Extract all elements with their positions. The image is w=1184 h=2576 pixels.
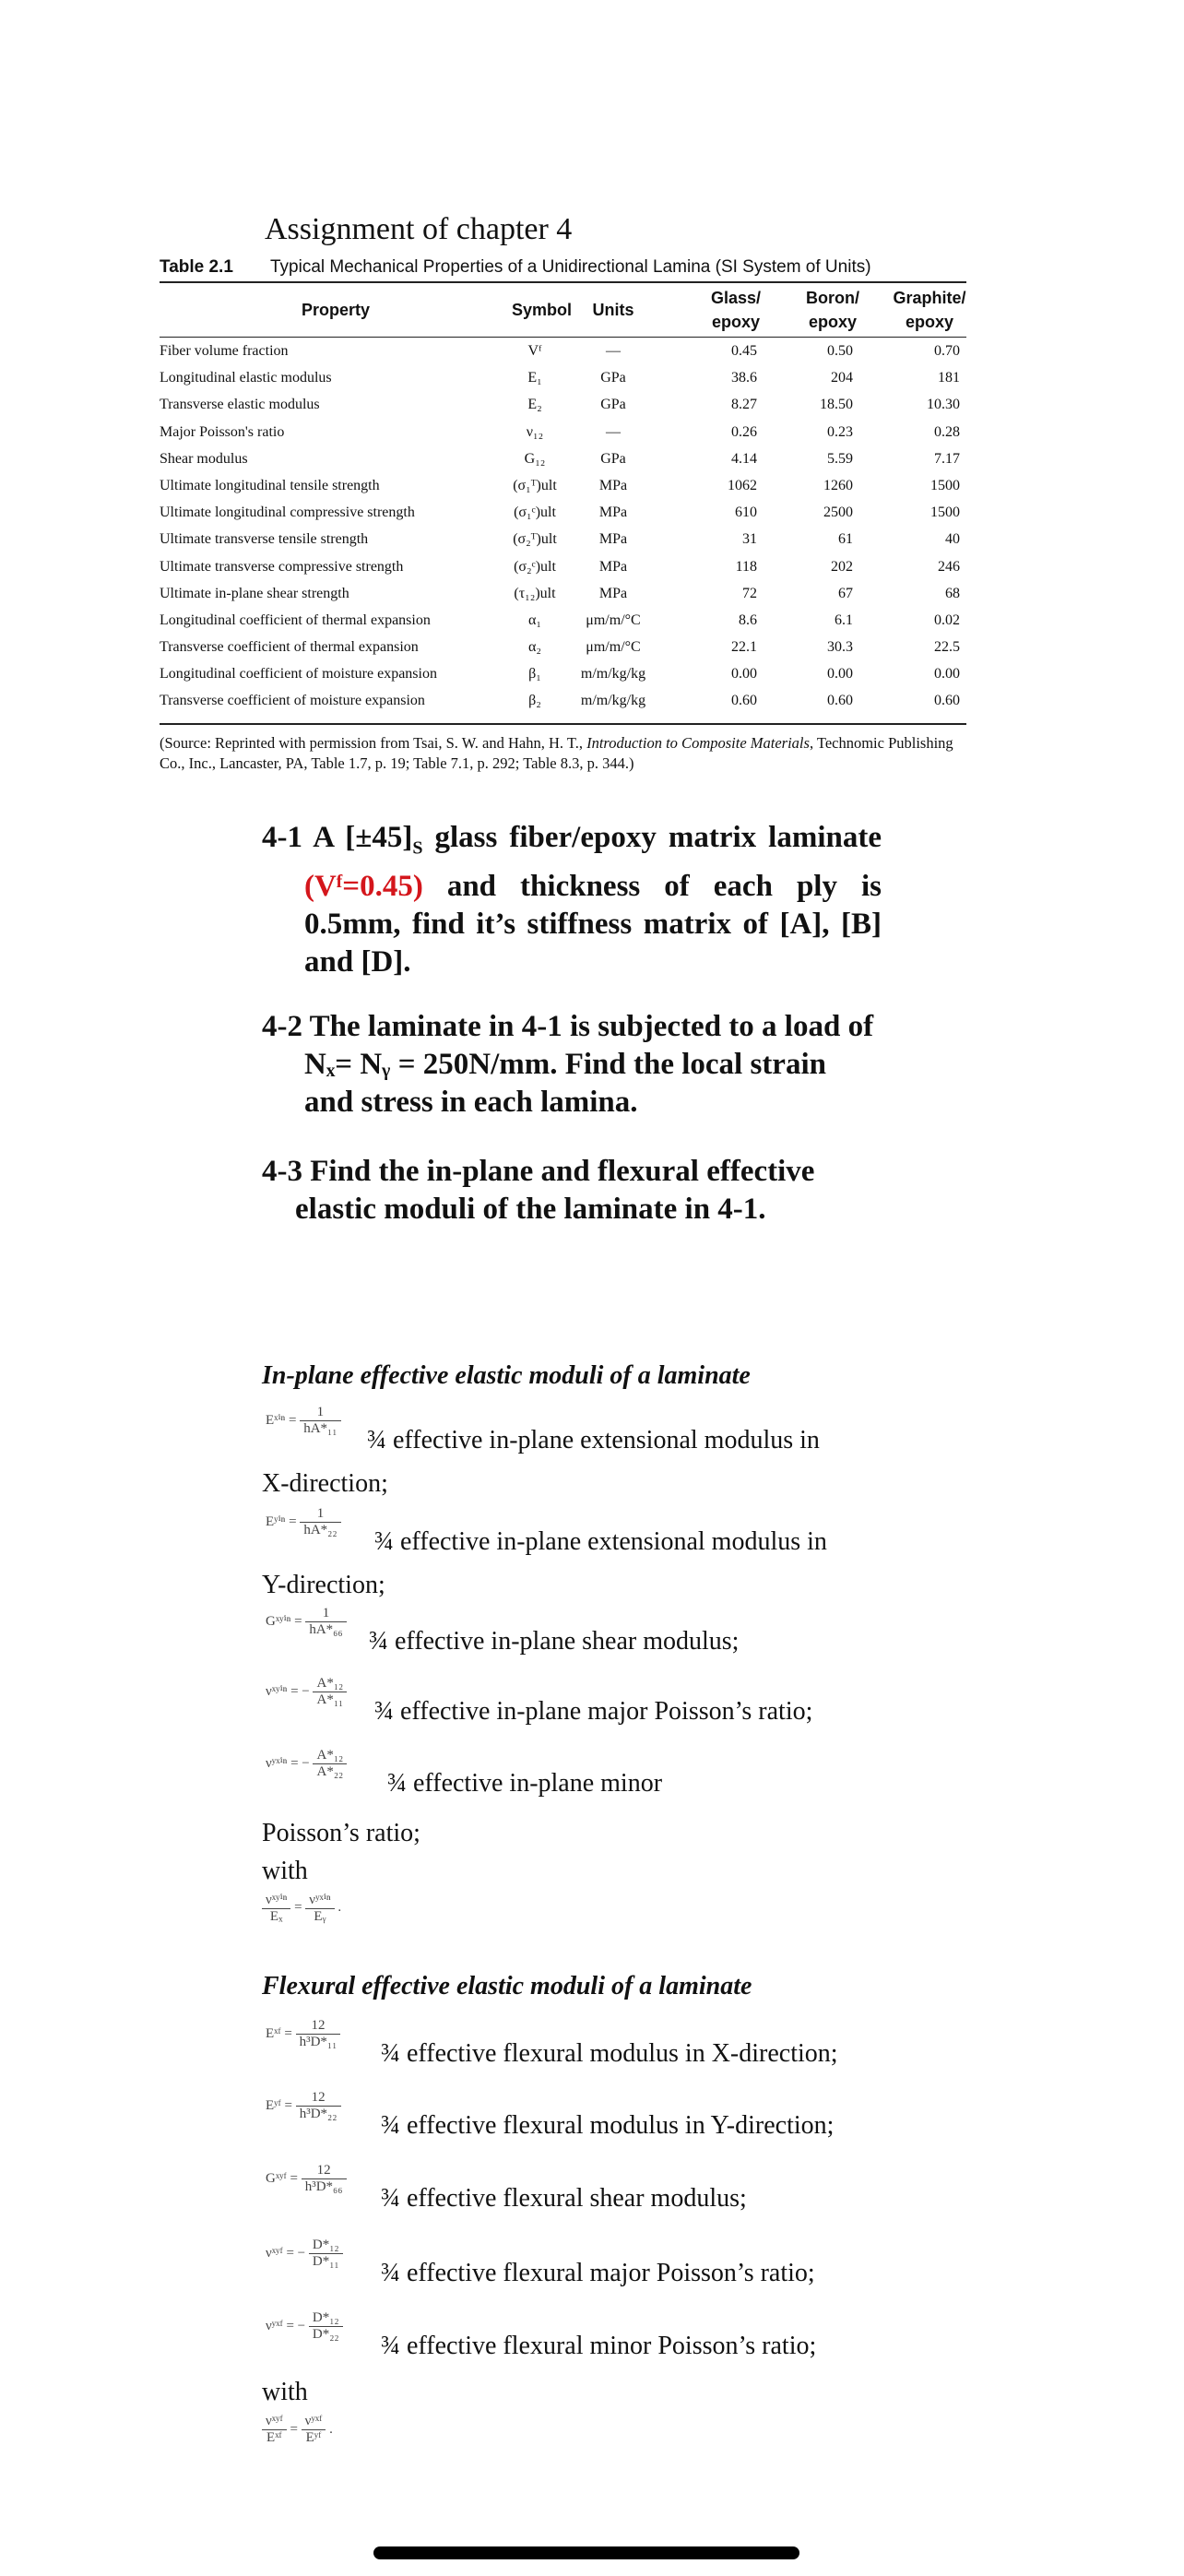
cell-glass: 31 <box>742 531 757 548</box>
cell-units: GPa <box>600 397 626 413</box>
table-number: Table 2.1 <box>160 257 233 277</box>
cell-boron: 18.50 <box>820 397 853 413</box>
cell-graphite: 68 <box>945 585 960 601</box>
inplane-description-cont: Poisson’s ratio; <box>262 1819 420 1847</box>
formula-lhs: Gˣʸⁱⁿ = <box>266 1613 302 1629</box>
properties-table <box>160 283 966 714</box>
denominator: hA*₁₁ <box>303 1421 337 1436</box>
inplane-formula <box>266 1676 347 1708</box>
cell-property: Ultimate in-plane shear strength <box>160 585 349 601</box>
flexural-formula <box>266 2018 340 2050</box>
page-title: Assignment of chapter 4 <box>265 212 573 246</box>
cell-boron: 0.50 <box>827 343 853 359</box>
cell-glass: 610 <box>735 505 757 521</box>
cell-glass: 0.60 <box>731 693 757 709</box>
fiber-volume-highlight: (Vᶠ=0.45) <box>304 869 423 903</box>
numerator: 1 <box>300 1506 340 1523</box>
cell-glass: 118 <box>735 558 757 575</box>
cell-graphite: 0.60 <box>934 693 960 709</box>
formula-lhs: Eˣᶠ = <box>266 2025 292 2041</box>
inplane-description-cont: X-direction; <box>262 1469 388 1498</box>
table-row <box>160 502 966 528</box>
table-row <box>160 556 966 583</box>
table-row <box>160 528 966 555</box>
table-row <box>160 421 966 448</box>
table-row <box>160 583 966 610</box>
cell-symbol: E₂ <box>527 397 542 413</box>
cell-units: MPa <box>598 505 628 521</box>
problem-4-1: 4-1 A $[\pm 45]_S$ glass fiber/epoxy matrix laminate (Vᶠ=0.45) and thickness of each ply is 0.5mm, find it’s stiffness matrix of [A], [B] and [D]. <box>262 821 882 979</box>
cell-boron: 0.00 <box>827 666 853 683</box>
formula-lhs: Eˣⁱⁿ = <box>266 1412 297 1428</box>
cell-graphite: 40 <box>945 531 960 548</box>
inplane-description: ¾ effective in-plane major Poisson’s ratio; <box>374 1697 813 1726</box>
formula-lhs: νˣʸᶠ = − <box>266 2245 306 2261</box>
cell-glass: 0.45 <box>731 343 757 359</box>
inplane-formula <box>266 1405 341 1437</box>
flexural-description: ¾ effective flexural modulus in X-direction; <box>381 2039 838 2068</box>
numerator: A*₁₂ <box>313 1748 347 1764</box>
table-header <box>160 283 966 337</box>
cell-property: Ultimate transverse tensile strength <box>160 531 369 548</box>
cell-graphite: 0.02 <box>934 611 960 628</box>
formula-fraction <box>296 2018 341 2050</box>
cell-glass: 8.27 <box>731 397 757 413</box>
cell-boron: 0.23 <box>827 423 853 440</box>
table-header-rule <box>160 337 966 338</box>
cell-property: Ultimate transverse compressive strength <box>160 558 404 575</box>
formula-fraction <box>309 2238 343 2270</box>
cell-glass: 1062 <box>728 477 757 493</box>
cell-symbol: (σ₂ᵀ)ult <box>513 531 557 548</box>
home-indicator[interactable] <box>373 2546 799 2559</box>
cell-boron: 204 <box>831 370 853 386</box>
cell-boron: 1260 <box>823 477 853 493</box>
cell-symbol: β₂ <box>528 693 541 709</box>
cell-glass: 4.14 <box>731 450 757 467</box>
inplane-with-relation: $\frac{\text{νˣʸⁱⁿ}}{\text{Eₓ}}$ = $\frac{\text{νʸˣⁱⁿ}}{\text{Eᵧ}}$ . <box>262 1891 341 1925</box>
cell-glass: 72 <box>742 585 757 601</box>
cell-symbol: E₁ <box>527 370 542 386</box>
cell-glass: 0.26 <box>731 423 757 440</box>
inplane-description: ¾ effective in-plane minor <box>387 1769 663 1798</box>
table-row <box>160 367 966 394</box>
inplane-heading: In-plane effective elastic moduli of a laminate <box>262 1361 751 1390</box>
cell-units: — <box>606 423 621 440</box>
formula-fraction <box>313 1676 347 1708</box>
cell-symbol: ν₁₂ <box>526 423 544 440</box>
cell-boron: 2500 <box>823 505 853 521</box>
cell-units: MPa <box>598 585 628 601</box>
formula-fraction <box>296 2090 341 2122</box>
cell-glass: 22.1 <box>731 639 757 656</box>
formula-lhs: νʸˣⁱⁿ = − <box>266 1755 310 1771</box>
cell-property: Transverse coefficient of thermal expansion <box>160 639 419 656</box>
table-row <box>160 394 966 421</box>
flexural-description: ¾ effective flexural major Poisson’s ratio; <box>381 2259 815 2287</box>
cell-property: Longitudinal coefficient of thermal expansion <box>160 611 431 628</box>
inplane-description: ¾ effective in-plane extensional modulus in <box>374 1527 827 1556</box>
cell-boron: 5.59 <box>827 450 853 467</box>
cell-graphite: 0.00 <box>934 666 960 683</box>
cell-symbol: α₂ <box>528 639 541 656</box>
cell-units: MPa <box>598 477 628 493</box>
inplane-formula <box>266 1748 347 1780</box>
header-boron: Boron/ epoxy <box>806 289 859 331</box>
flexural-description: ¾ effective flexural shear modulus; <box>381 2184 747 2213</box>
cell-units: m/m/kg/kg <box>580 666 646 683</box>
cell-graphite: 10.30 <box>927 397 960 413</box>
cell-boron: 30.3 <box>827 639 853 656</box>
cell-glass: 8.6 <box>739 611 757 628</box>
header-property: Property <box>301 301 371 319</box>
flexural-description: ¾ effective flexural modulus in Y-direction; <box>381 2111 835 2140</box>
formula-fraction <box>305 1606 346 1638</box>
cell-graphite: 246 <box>938 558 960 575</box>
table-row <box>160 690 966 717</box>
denominator: D*₁₁ <box>312 2254 339 2269</box>
cell-graphite: 181 <box>938 370 960 386</box>
table-caption-text: Typical Mechanical Properties of a Unidirectional Lamina (SI System of Units) <box>270 257 871 277</box>
cell-boron: 6.1 <box>835 611 853 628</box>
cell-property: Major Poisson's ratio <box>160 423 285 440</box>
table-bottom-rule <box>160 723 966 725</box>
cell-units: μm/m/°C <box>586 611 641 628</box>
table-caption <box>160 257 871 278</box>
formula-fraction <box>300 1405 340 1437</box>
cell-boron: 0.60 <box>827 693 853 709</box>
denominator: h³D*₂₂ <box>299 2107 337 2121</box>
cell-graphite: 7.17 <box>934 450 960 467</box>
table-row <box>160 610 966 636</box>
cell-symbol: β₁ <box>528 666 541 683</box>
cell-units: MPa <box>598 558 628 575</box>
inplane-description: ¾ effective in-plane shear modulus; <box>369 1627 740 1656</box>
cell-property: Fiber volume fraction <box>160 343 289 359</box>
formula-lhs: Gˣʸᶠ = <box>266 2170 298 2186</box>
cell-symbol: (σ₂ᶜ)ult <box>514 558 556 575</box>
flexural-with-relation: $\frac{\text{νˣʸᶠ}}{\text{Eˣᶠ}}$ = $\frac{\text{νʸˣᶠ}}{\text{Eʸᶠ}}$ . <box>262 2414 333 2446</box>
problem-4-2: 4-2 The laminate in 4-1 is subjected to a load of Nₓ= Nᵧ = 250N/mm. Find the local strain and stress in each lamina. <box>262 1010 874 1119</box>
numerator: 12 <box>296 2018 341 2035</box>
cell-property: Ultimate longitudinal compressive strength <box>160 505 415 521</box>
cell-units: MPa <box>598 531 628 548</box>
numerator: 1 <box>300 1405 340 1421</box>
cell-graphite: 22.5 <box>934 639 960 656</box>
cell-symbol: (σ₁ᵀ)ult <box>513 477 557 493</box>
cell-symbol: (σ₁ᶜ)ult <box>514 505 556 521</box>
cell-property: Longitudinal elastic modulus <box>160 370 332 386</box>
denominator: hA*₆₆ <box>309 1622 343 1637</box>
cell-graphite: 0.70 <box>934 343 960 359</box>
table-row <box>160 340 966 367</box>
cell-property: Longitudinal coefficient of moisture expansion <box>160 666 437 683</box>
cell-boron: 67 <box>838 585 853 601</box>
cell-property: Transverse elastic modulus <box>160 397 320 413</box>
flexural-with-label: with <box>262 2378 308 2406</box>
flexural-heading: Flexural effective elastic moduli of a laminate <box>262 1972 752 2000</box>
flexural-formula <box>266 2090 341 2122</box>
cell-units: GPa <box>600 370 626 386</box>
numerator: D*₁₂ <box>309 2238 343 2254</box>
cell-boron: 61 <box>838 531 853 548</box>
cell-graphite: 0.28 <box>934 423 960 440</box>
table-row <box>160 663 966 690</box>
cell-symbol: Vᶠ <box>527 343 542 359</box>
cell-units: m/m/kg/kg <box>580 693 646 709</box>
formula-fraction <box>313 1748 347 1780</box>
formula-lhs: Eʸⁱⁿ = <box>266 1514 297 1529</box>
table-body <box>160 340 966 718</box>
numerator: 12 <box>296 2090 341 2107</box>
table-row <box>160 448 966 475</box>
numerator: A*₁₂ <box>313 1676 347 1692</box>
inplane-formula <box>266 1606 347 1638</box>
numerator: 12 <box>302 2163 347 2179</box>
inplane-with-label: with <box>262 1857 308 1885</box>
cell-symbol: (τ₁₂)ult <box>514 585 556 601</box>
flexural-formula <box>266 2238 343 2270</box>
cell-symbol: α₁ <box>528 611 541 628</box>
formula-fraction <box>302 2163 347 2195</box>
denominator: A*₁₁ <box>316 1692 344 1707</box>
table-row <box>160 636 966 663</box>
table-row <box>160 475 966 502</box>
denominator: hA*₂₂ <box>303 1523 337 1537</box>
cell-property: Transverse coefficient of moisture expansion <box>160 693 425 709</box>
inplane-formula <box>266 1506 341 1538</box>
cell-symbol: G₁₂ <box>524 450 546 467</box>
cell-glass: 0.00 <box>731 666 757 683</box>
cell-boron: 202 <box>831 558 853 575</box>
denominator: h³D*₁₁ <box>299 2035 337 2049</box>
header-symbol: Symbol <box>512 301 573 319</box>
header-glass: Glass/ epoxy <box>710 289 762 331</box>
denominator: A*₂₂ <box>316 1764 344 1779</box>
flexural-description: ¾ effective flexural minor Poisson’s ratio; <box>381 2332 817 2360</box>
formula-fraction <box>300 1506 340 1538</box>
numerator: D*₁₂ <box>309 2310 343 2327</box>
table-source-note: (Source: Reprinted with permission from Tsai, S. W. and Hahn, H. T., Introduction to Composite Materials, Technomic Publishing Co., Inc., Lancaster, PA, Table 1.7, p. 19; Table 7.1, p. 292; Table 8.3, p. 344.) <box>160 734 953 772</box>
denominator: h³D*₆₆ <box>304 2179 343 2194</box>
flexural-formula <box>266 2163 347 2195</box>
flexural-formula <box>266 2310 343 2343</box>
cell-graphite: 1500 <box>930 505 960 521</box>
denominator: D*₂₂ <box>312 2327 339 2342</box>
inplane-description-cont: Y-direction; <box>262 1571 385 1599</box>
cell-units: — <box>606 343 621 359</box>
cell-graphite: 1500 <box>930 477 960 493</box>
cell-property: Ultimate longitudinal tensile strength <box>160 477 380 493</box>
cell-glass: 38.6 <box>731 370 757 386</box>
formula-lhs: νˣʸⁱⁿ = − <box>266 1683 310 1699</box>
formula-lhs: νʸˣᶠ = − <box>266 2318 306 2333</box>
cell-units: μm/m/°C <box>586 639 641 656</box>
formula-fraction <box>309 2310 343 2343</box>
problem-4-3: 4-3 Find the in-plane and flexural effective elastic moduli of the laminate in 4-1. <box>262 1155 815 1226</box>
numerator: 1 <box>305 1606 346 1622</box>
cell-property: Shear modulus <box>160 450 248 467</box>
header-graphite: Graphite/ epoxy <box>893 289 966 331</box>
header-units: Units <box>592 301 634 319</box>
inplane-description: ¾ effective in-plane extensional modulus in <box>367 1426 820 1454</box>
formula-lhs: Eʸᶠ = <box>266 2097 292 2113</box>
cell-units: GPa <box>600 450 626 467</box>
